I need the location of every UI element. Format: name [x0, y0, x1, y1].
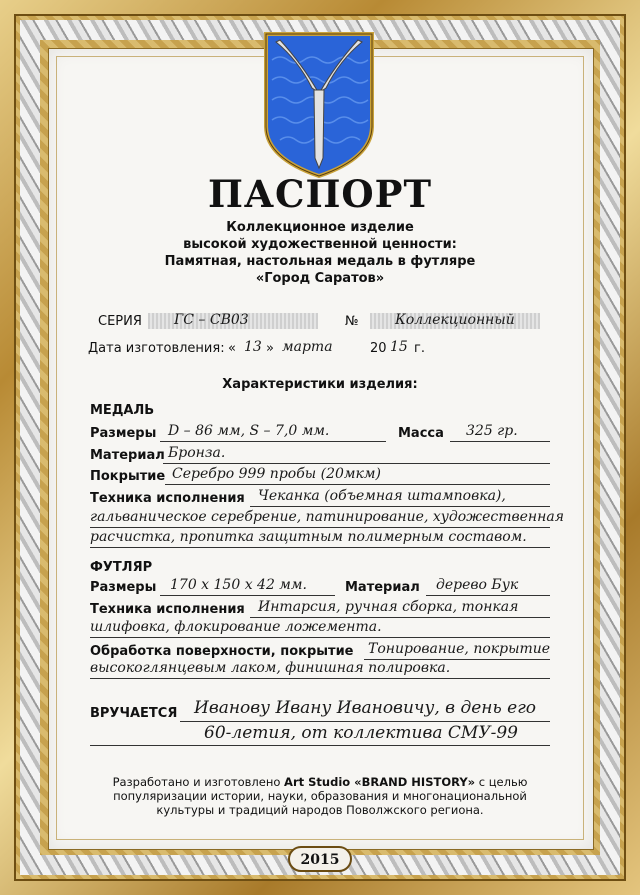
saratov-coat-of-arms-icon [262, 30, 376, 180]
medal-mass-value: 325 гр. [466, 423, 518, 439]
case-finish-line: высокоглянцевым лаком, финишная полировка. [90, 660, 451, 676]
award-line: 60-летия, от коллектива СМУ-99 [204, 723, 518, 743]
series-label: СЕРИЯ [98, 314, 142, 329]
case-technique-label: Техника исполнения [90, 602, 245, 617]
series-value: ГС – СВ03 [174, 312, 249, 328]
medal-technique-underline [250, 506, 550, 507]
quote-open: « [228, 341, 236, 356]
case-technique-line: Интарсия, ручная сборка, тонкая [258, 599, 519, 615]
medal-size-label: Размеры [90, 426, 157, 441]
date-day: 13 [244, 339, 262, 355]
footer-line2: популяризации истории, науки, образования и многонациональной [113, 789, 527, 803]
award-underline [90, 745, 550, 746]
case-finish-underline [90, 678, 550, 679]
award-label: ВРУЧАЕТСЯ [90, 706, 178, 721]
medal-coating-value: Серебро 999 пробы (20мкм) [172, 466, 381, 482]
medal-material-value: Бронза. [168, 445, 226, 461]
quote-close: » [266, 341, 274, 356]
subtitle-line: Памятная, настольная медаль в футляре [164, 254, 476, 269]
medal-technique-line: расчистка, пропитка защитным полимерным составом. [90, 529, 527, 545]
case-finish-line: Тонирование, покрытие [368, 641, 551, 657]
case-heading: ФУТЛЯР [90, 560, 153, 575]
number-label: № [345, 314, 359, 329]
medal-mass-label: Масса [398, 426, 444, 441]
award-line: Иванову Ивану Ивановичу, в день его [194, 698, 537, 718]
medal-coating-label: Покрытие [90, 469, 166, 484]
case-technique-underline [250, 617, 550, 618]
case-finish-label: Обработка поверхности, покрытие [90, 644, 354, 659]
year-unit: г. [414, 341, 425, 356]
year-suffix: 15 [390, 339, 408, 355]
medal-technique-underline [90, 547, 550, 548]
footer-text [60, 775, 580, 817]
medal-technique-line: Чеканка (объемная штамповка), [258, 488, 506, 504]
subtitle-line: «Город Саратов» [255, 271, 385, 286]
characteristics-title: Характеристики изделия: [222, 377, 418, 392]
case-size-underline [160, 595, 335, 596]
subtitle-line: Коллекционное изделие [226, 220, 414, 235]
year-prefix: 20 [370, 341, 387, 356]
medal-size-value: D – 86 мм, S – 7,0 мм. [168, 423, 330, 439]
medal-technique-label: Техника исполнения [90, 491, 245, 506]
case-size-value: 170 х 150 х 42 мм. [170, 577, 307, 593]
subtitle-line: высокой художественной ценности: [183, 237, 457, 252]
year-badge: 2015 [288, 846, 352, 872]
medal-heading: МЕДАЛЬ [90, 403, 155, 418]
medal-coating-underline [165, 484, 550, 485]
footer-brand: Art Studio «BRAND HISTORY» [284, 775, 476, 789]
manufacture-date-label: Дата изготовления: [88, 341, 225, 356]
footer-line1-pre: Разработано и изготовлено [112, 775, 285, 789]
case-technique-underline [90, 637, 550, 638]
medal-material-underline [163, 463, 550, 464]
medal-mass-underline [450, 441, 550, 442]
footer-line3: культуры и традиций народов Поволжского региона. [156, 803, 484, 817]
date-month: марта [282, 339, 333, 355]
medal-technique-underline [90, 527, 550, 528]
award-underline [180, 721, 550, 722]
case-material-value: дерево Бук [436, 577, 519, 593]
case-size-label: Размеры [90, 580, 157, 595]
document-title: ПАСПОРТ [207, 172, 433, 216]
footer-line1-post: с целью [475, 775, 528, 789]
case-material-underline [426, 595, 550, 596]
medal-material-label: Материал [90, 448, 165, 463]
medal-size-underline [160, 441, 386, 442]
medal-technique-line: гальваническое серебрение, патинирование, художественная [90, 509, 564, 525]
case-material-label: Материал [345, 580, 420, 595]
number-value: Коллекционный [395, 312, 515, 328]
case-technique-line: шлифовка, флокирование ложемента. [90, 619, 382, 635]
